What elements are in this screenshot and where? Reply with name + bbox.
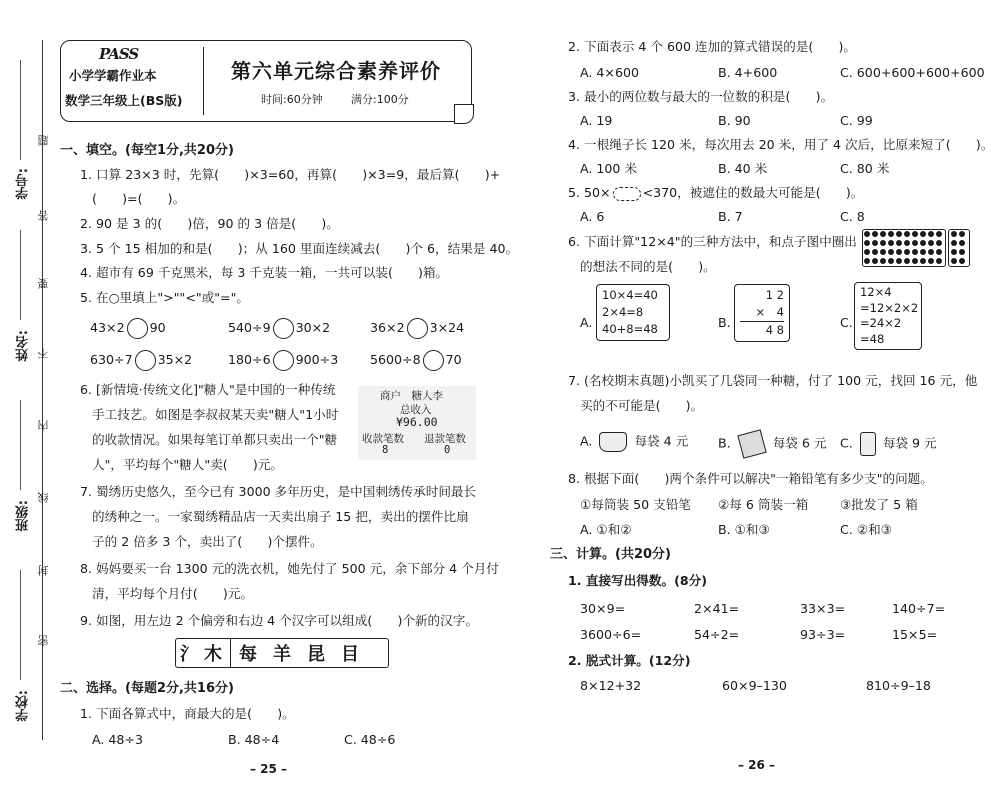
s7-line1: 7. (名校期末真题)小凯买了几袋同一种糖，付了 100 元，找回 16 元，他 xyxy=(568,373,978,388)
compare-item: 43×2 90 xyxy=(90,318,166,339)
exam-title: 第六单元综合素养评价 xyxy=(231,59,441,83)
pass-logo: PASS xyxy=(99,45,139,63)
receipt-count-label: 收款笔数 xyxy=(362,433,404,445)
cloud-icon xyxy=(613,187,641,201)
q8-line2[interactable]: 清，平均每个月付( )元。 xyxy=(92,586,253,601)
s3-question: 3. 最小的两位数与最大的一位数的积是( )。 xyxy=(568,89,834,104)
calc-item[interactable]: 140÷7= xyxy=(892,601,946,616)
dots xyxy=(862,229,972,267)
s5-option-b[interactable]: B. 7 xyxy=(718,209,743,224)
s4-option-b[interactable]: B. 40 米 xyxy=(718,161,768,176)
seal-char: 答 xyxy=(37,210,50,221)
calc-item[interactable]: 93÷3= xyxy=(800,627,846,642)
section-1-title: 一、填空。(每空1分,共20分) xyxy=(60,143,234,158)
s8-option-c[interactable]: C. ②和③ xyxy=(840,522,892,537)
candy-box-icon xyxy=(737,429,766,458)
calc-part-2: 2. 脱式计算。(12分) xyxy=(568,653,691,668)
s4-option-a[interactable]: A. 100 米 xyxy=(580,161,638,176)
seal-char: 密 xyxy=(37,635,50,646)
calc-item[interactable]: 33×3= xyxy=(800,601,846,616)
s3-option-c[interactable]: C. 99 xyxy=(840,113,873,128)
calc-part-1: 1. 直接写出得数。(8分) xyxy=(568,573,707,588)
s2-option-a[interactable]: A. 4×600 xyxy=(580,65,640,80)
s7-option-c[interactable]: C. 每袋 9 元 xyxy=(840,432,937,456)
receipt-refund-label: 退款笔数 xyxy=(424,433,466,445)
expression[interactable]: 8×12+32 xyxy=(580,678,642,693)
s7-option-b[interactable]: B. 每袋 6 元 xyxy=(718,432,827,456)
q2[interactable]: 2. 90 是 3 的( )倍，90 的 3 倍是( )。 xyxy=(80,216,339,231)
q5: 5. 在○里填上">""<"或"="。 xyxy=(80,290,249,305)
section-2-title: 二、选择。(每题2分,共16分) xyxy=(60,681,234,696)
q7-line1: 7. 蜀绣历史悠久，至今已有 3000 多年历史，是中国刺绣传承时间最长 xyxy=(80,484,477,499)
grade-info: 数学三年级上(BS版) xyxy=(65,93,183,108)
s1-option-b[interactable]: B. 48÷4 xyxy=(228,732,280,747)
method-a: 10×4=40 2×4=8 40+8=48 xyxy=(596,284,670,341)
compare-circle[interactable] xyxy=(135,350,156,371)
s7-line2: 买的不可能是( )。 xyxy=(580,398,704,413)
character: 目 xyxy=(341,644,359,665)
s6-line1: 6. 下面计算"12×4"的三种方法中，和点子图中圈出 xyxy=(568,234,857,249)
q7-line2: 的绣种之一。一家蜀绣精品店一天卖出扇子 15 把，卖出的摆件比扇 xyxy=(92,509,469,524)
seal-char: 线 xyxy=(37,492,50,503)
compare-circle[interactable] xyxy=(407,318,428,339)
method-b-label[interactable]: B. xyxy=(718,315,731,330)
seal-char: 内 xyxy=(37,420,50,431)
receipt-income-label: 总收入 xyxy=(400,404,432,416)
s1-option-a[interactable]: A. 48÷3 xyxy=(92,732,143,747)
s4-question: 4. 一根绳子长 120 米，每次用去 20 米，用了 4 次后，比原来短了( )。 xyxy=(568,137,994,152)
q8-line1: 8. 妈妈要买一台 1300 元的洗衣机，她先付了 500 元，余下部分 4 个月付 xyxy=(80,561,499,576)
method-b: 1 2 × 4 4 8 xyxy=(734,284,790,342)
receipt xyxy=(358,386,476,460)
s2-question: 2. 下面表示 4 个 600 连加的算式错误的是( )。 xyxy=(568,39,857,54)
header-box xyxy=(60,40,472,122)
expression[interactable]: 810÷9–18 xyxy=(866,678,931,693)
exam-time: 时间:60分钟 xyxy=(261,93,323,106)
compare-item: 36×2 3×24 xyxy=(370,318,464,339)
s8-option-b[interactable]: B. ①和③ xyxy=(718,522,770,537)
s3-option-b[interactable]: B. 90 xyxy=(718,113,751,128)
seal-char: 题 xyxy=(37,135,50,146)
class-label: 班级: xyxy=(16,500,31,532)
student-id-label: 学号: xyxy=(16,168,31,200)
character: 每 xyxy=(239,644,257,665)
seal-char: 要 xyxy=(37,278,50,289)
calc-item[interactable]: 15×5= xyxy=(892,627,938,642)
method-c-label[interactable]: C. xyxy=(840,315,853,330)
s7-option-a[interactable]: A. 每袋 4 元 xyxy=(580,432,688,452)
s8-option-a[interactable]: A. ①和② xyxy=(580,522,632,537)
condition-3: ③批发了 5 箱 xyxy=(840,497,918,512)
compare-item: 540÷9 30×2 xyxy=(228,318,330,339)
q4[interactable]: 4. 超市有 69 千克黑米，每 3 千克装一箱，一共可以装( )箱。 xyxy=(80,265,449,280)
page-number: – 26 – xyxy=(738,758,776,772)
method-a-label[interactable]: A. xyxy=(580,315,593,330)
section-3-title: 三、计算。(共20分) xyxy=(550,547,671,562)
page-curl xyxy=(454,104,474,124)
calc-item[interactable]: 30×9= xyxy=(580,601,626,616)
method-c: 12×4 =12×2×2 =24×2 =48 xyxy=(854,282,922,350)
series-name: 小学学霸作业本 xyxy=(69,68,157,83)
candy-pouch-icon xyxy=(860,432,876,456)
receipt-refund: 0 xyxy=(444,444,451,456)
q7-line3[interactable]: 子的 2 倍多 3 个，卖出了( )个摆件。 xyxy=(92,534,323,549)
s3-option-a[interactable]: A. 19 xyxy=(580,113,613,128)
candy-bag-icon xyxy=(599,432,627,452)
name-label: 姓名: xyxy=(16,330,31,362)
seal-char: 不 xyxy=(37,348,50,359)
calc-item[interactable]: 3600÷6= xyxy=(580,627,642,642)
q1-line2[interactable]: ( )=( )。 xyxy=(92,191,186,206)
q6-line4[interactable]: 人"，平均每个"糖人"卖( )元。 xyxy=(92,457,283,472)
page-number: – 25 – xyxy=(250,762,288,776)
exam-score: 满分:100分 xyxy=(351,93,409,106)
compare-circle[interactable] xyxy=(423,350,444,371)
q3[interactable]: 3. 5 个 15 相加的和是( )；从 160 里面连续减去( )个 6，结果是 40。 xyxy=(80,241,519,256)
s5-option-c[interactable]: C. 8 xyxy=(840,209,865,224)
character: 羊 xyxy=(273,644,291,665)
s2-option-c[interactable]: C. 600+600+600+600 xyxy=(840,65,985,80)
radical: 氵 xyxy=(180,644,198,665)
compare-item: 630÷7 35×2 xyxy=(90,350,192,371)
calc-item[interactable]: 2×41= xyxy=(694,601,740,616)
compare-circle[interactable] xyxy=(273,350,294,371)
q6-line1: 6. [新情境·传统文化]"糖人"是中国的一种传统 xyxy=(80,382,336,397)
receipt-count: 8 xyxy=(382,444,389,456)
s8-question: 8. 根据下面( )两个条件可以解决"一箱铅笔有多少支"的问题。 xyxy=(568,471,933,486)
condition-1: ①每筒装 50 支铅笔 xyxy=(580,497,691,512)
calc-item[interactable]: 54÷2= xyxy=(694,627,740,642)
s4-option-c[interactable]: C. 80 米 xyxy=(840,161,890,176)
character: 昆 xyxy=(307,644,325,665)
compare-item: 180÷6 900÷3 xyxy=(228,350,338,371)
receipt-merchant: 商户 糖人李 xyxy=(380,390,443,402)
s1-question: 1. 下面各算式中，商最大的是( )。 xyxy=(80,706,295,721)
receipt-income: ¥96.00 xyxy=(396,415,438,429)
condition-2: ②每 6 筒装一箱 xyxy=(718,497,809,512)
s1-option-c[interactable]: C. 48÷6 xyxy=(344,732,396,747)
compare-circle[interactable] xyxy=(127,318,148,339)
character-box xyxy=(175,638,389,668)
compare-item: 5600÷8 70 xyxy=(370,350,462,371)
radical: 木 xyxy=(204,644,222,665)
expression[interactable]: 60×9–130 xyxy=(722,678,787,693)
q1-line1[interactable]: 1. 口算 23×3 时，先算( )×3=60，再算( )×3=9，最后算( )+ xyxy=(80,167,501,182)
q6-line2: 手工技艺。如图是李叔叔某天卖"糖人"1小时 xyxy=(92,407,339,422)
s2-option-b[interactable]: B. 4+600 xyxy=(718,65,778,80)
compare-circle[interactable] xyxy=(273,318,294,339)
q6-line3: 的收款情况。如果每笔订单都只卖出一个"糖 xyxy=(92,432,338,447)
seal-char: 封 xyxy=(37,565,50,576)
q9[interactable]: 9. 如图，用左边 2 个偏旁和右边 4 个汉字可以组成( )个新的汉字。 xyxy=(80,613,478,628)
dot-grid xyxy=(862,229,972,267)
page-26 xyxy=(500,0,1000,797)
s5-question: 5. 50× <370，被遮住的数最大可能是( )。 xyxy=(568,185,864,200)
school-label: 学校: xyxy=(16,690,31,722)
s5-option-a[interactable]: A. 6 xyxy=(580,209,605,224)
s6-line2: 的想法不同的是( )。 xyxy=(580,259,716,274)
